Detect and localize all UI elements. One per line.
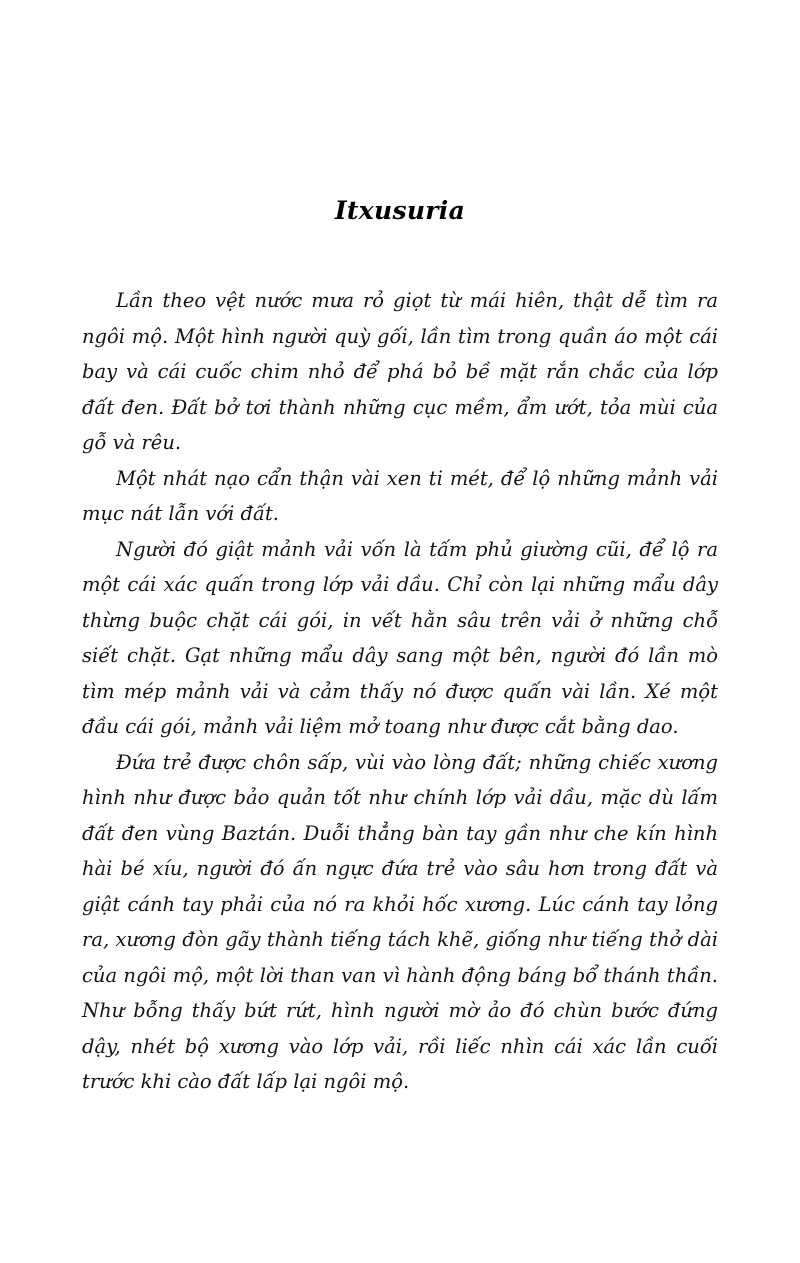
paragraph: Người đó giật mảnh vải vốn là tấm phủ giường cũi, để lộ ra một cái xác quấn trong lớp vải dầu. Chỉ còn lại những mẩu dây thừng buộc chặt cái gói, in vết hằn sâu trên vải ở những chỗ siết chặt. Gạt những mẩu dây sang một bên, người đó lần mò tìm mép mảnh vải và cảm thấy nó được quấn vài lần. Xé một đầu cái gói, mảnh vải liệm mở toang như được cắt bằng dao. bbox=[82, 537, 718, 738]
paragraph: Lần theo vệt nước mưa rỏ giọt từ mái hiên, thật dễ tìm ra ngôi mộ. Một hình người quỳ gối, lần tìm trong quần áo một cái bay và cái cuốc chim nhỏ để phá bỏ bề mặt rắn chắc của lớp đất đen. Đất bở tơi thành những cục mềm, ẩm ướt, tỏa mùi của gỗ và rêu. bbox=[82, 289, 718, 454]
chapter-title: Itxusuria bbox=[334, 196, 466, 225]
paragraph: Một nhát nạo cẩn thận vài xen ti mét, để lộ những mảnh vải mục nát lẫn với đất. bbox=[82, 466, 718, 525]
page-content bbox=[82, 196, 718, 1100]
body-text bbox=[82, 283, 718, 1100]
paragraph: Đứa trẻ được chôn sấp, vùi vào lòng đất; những chiếc xương hình như được bảo quản tốt như chính lớp vải dầu, mặc dù lấm đất đen vùng Baztán. Duỗi thẳng bàn tay gần như che kín hình hài bé xíu, người đó ấn ngực đứa trẻ vào sâu hơn trong đất và giật cánh tay phải của nó ra khỏi hốc xương. Lúc cánh tay lỏng ra, xương đòn gãy thành tiếng tách khẽ, giống như tiếng thở dài của ngôi mộ, một lời than van vì hành động báng bổ thánh thần. Như bỗng thấy bứt rứt, hình người mờ ảo đó chùn bước đứng dậy, nhét bộ xương vào lớp vải, rồi liếc nhìn cái xác lần cuối trước khi cào đất lấp lại ngôi mộ. bbox=[82, 750, 718, 1093]
